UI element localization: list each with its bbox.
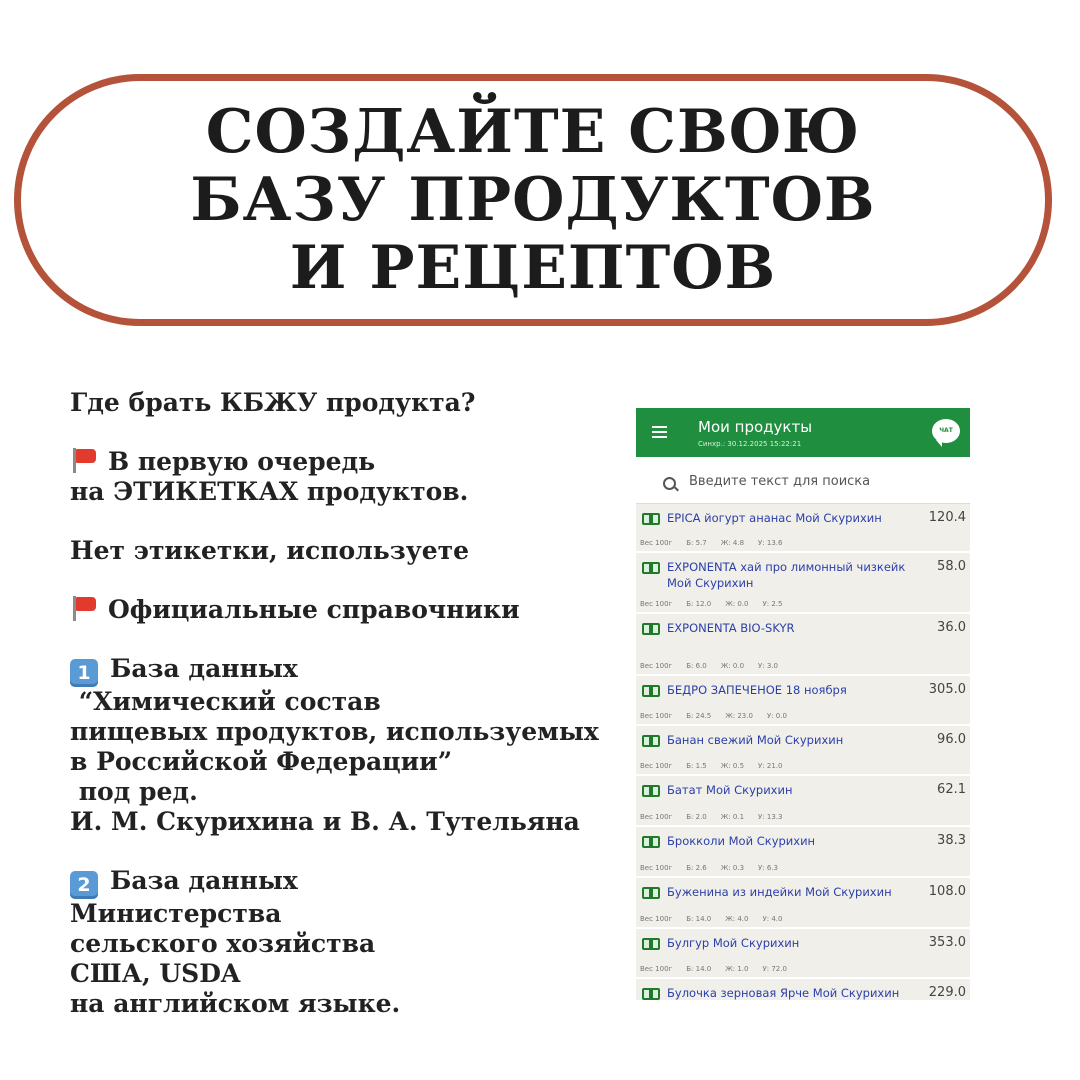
list-item[interactable] — [636, 676, 970, 726]
product-calories: 62.1 — [937, 782, 966, 797]
database-1-line: пищевых продуктов, используемых — [70, 717, 599, 746]
book-icon — [642, 562, 662, 575]
database-1-line: И. М. Скурихина и В. А. Тутельяна — [70, 807, 580, 836]
product-calories: 353.0 — [928, 935, 966, 950]
book-icon — [642, 735, 662, 748]
product-macros: Вес 100г Б: 24.5 Ж: 23.0 У: 0.0 — [640, 712, 787, 720]
book-icon — [642, 836, 662, 849]
book-icon — [642, 887, 662, 900]
database-2-line: на английском языке. — [70, 989, 401, 1018]
title-line-3: И РЕЦЕПТОВ — [289, 233, 777, 303]
product-name: Буженина из индейки Мой Скурихин — [667, 885, 892, 899]
list-item[interactable] — [636, 878, 970, 929]
title-line-2: БАЗУ ПРОДУКТОВ — [190, 165, 876, 235]
product-name: ЕPICA йогурт ананас Мой Скурихин — [667, 511, 882, 525]
chat-icon[interactable]: ЧАТ — [932, 419, 960, 443]
product-macros: Вес 100г Б: 2.6 Ж: 0.3 У: 6.3 — [640, 864, 779, 872]
database-2-line: сельского хозяйства — [70, 929, 376, 958]
no-label-text: Нет этикетки, используете — [70, 536, 470, 565]
product-calories: 305.0 — [928, 682, 966, 697]
official-sources: Официальные справочники — [70, 595, 630, 625]
red-flag-icon — [70, 595, 96, 621]
list-item[interactable] — [636, 929, 970, 979]
product-name: Банан свежий Мой Скурихин — [667, 733, 844, 747]
keycap-one-icon: 1 — [70, 659, 98, 687]
search-bar[interactable] — [636, 457, 970, 504]
list-item[interactable] — [636, 504, 970, 553]
list-item[interactable] — [636, 827, 970, 878]
product-name: Брокколи Мой Скурихин — [667, 834, 816, 848]
product-name: EXPONENTA хай про лимонный чизкейк Мой Скурихин — [667, 560, 906, 590]
product-name: Булочка зерновая Ярче Мой Скурихин — [667, 986, 900, 1000]
product-name: Булгур Мой Скурихин — [667, 936, 800, 950]
product-name: EXPONENTA BIO-SKYR — [667, 621, 795, 635]
list-item[interactable] — [636, 614, 970, 676]
database-2-line: США, USDA — [70, 959, 241, 988]
red-flag-icon — [70, 447, 96, 473]
database-2-title: 2 База данных — [70, 866, 630, 899]
product-calories: 229.0 — [928, 985, 966, 1000]
product-calories: 108.0 — [928, 884, 966, 899]
product-macros: Вес 100г Б: 6.0 Ж: 0.0 У: 3.0 — [640, 662, 779, 670]
product-macros: Вес 100г Б: 5.7 Ж: 4.8 У: 13.6 — [640, 539, 783, 547]
product-macros: Вес 100г Б: 1.5 Ж: 0.5 У: 21.0 — [640, 762, 783, 770]
product-name: БЕДРО ЗАПЕЧЕНОЕ 18 ноября — [667, 683, 847, 697]
app-bar — [636, 408, 970, 457]
product-macros: Вес 100г Б: 12.0 Ж: 0.0 У: 2.5 — [640, 600, 783, 608]
list-item[interactable] — [636, 776, 970, 827]
list-item[interactable] — [636, 979, 970, 1000]
database-1-line: “Химический состав — [70, 687, 381, 716]
product-calories: 58.0 — [937, 559, 966, 574]
book-icon — [642, 938, 662, 951]
keycap-two-icon: 2 — [70, 871, 98, 899]
product-macros: Вес 100г Б: 2.0 Ж: 0.1 У: 13.3 — [640, 813, 783, 821]
book-icon — [642, 988, 662, 1000]
book-icon — [642, 785, 662, 798]
title-banner — [14, 74, 1052, 326]
product-calories: 38.3 — [937, 833, 966, 848]
database-1-title: 1 База данных — [70, 654, 630, 687]
product-calories: 120.4 — [928, 510, 966, 525]
sync-timestamp: Синхр.: 30.12.2025 15:22:21 — [698, 440, 802, 448]
product-calories: 96.0 — [937, 732, 966, 747]
book-icon — [642, 513, 662, 526]
book-icon — [642, 685, 662, 698]
question-heading: Где брать КБЖУ продукта? — [70, 388, 476, 417]
search-icon — [663, 477, 676, 490]
app-title: Мои продукты — [698, 418, 813, 436]
app-screenshot — [636, 408, 970, 1000]
database-1-line: под ред. — [70, 777, 198, 806]
hamburger-menu-icon[interactable] — [652, 426, 667, 438]
info-text — [70, 388, 630, 1019]
product-name: Батат Мой Скурихин — [667, 783, 793, 797]
list-item[interactable] — [636, 553, 970, 614]
list-item[interactable] — [636, 726, 970, 776]
product-calories: 36.0 — [937, 620, 966, 635]
title-line-1: СОЗДАЙТЕ СВОЮ — [205, 97, 861, 167]
product-macros: Вес 100г Б: 14.0 Ж: 1.0 У: 72.0 — [640, 965, 787, 973]
first-source: В первую очередь — [70, 447, 630, 477]
book-icon — [642, 623, 662, 636]
database-1-line: в Российской Федерации” — [70, 747, 453, 776]
first-source-detail: на ЭТИКЕТКАХ продуктов. — [70, 477, 469, 506]
search-input[interactable]: Введите текст для поиска — [689, 474, 871, 489]
database-2-line: Министерства — [70, 899, 282, 928]
product-macros: Вес 100г Б: 14.0 Ж: 4.0 У: 4.0 — [640, 915, 783, 923]
